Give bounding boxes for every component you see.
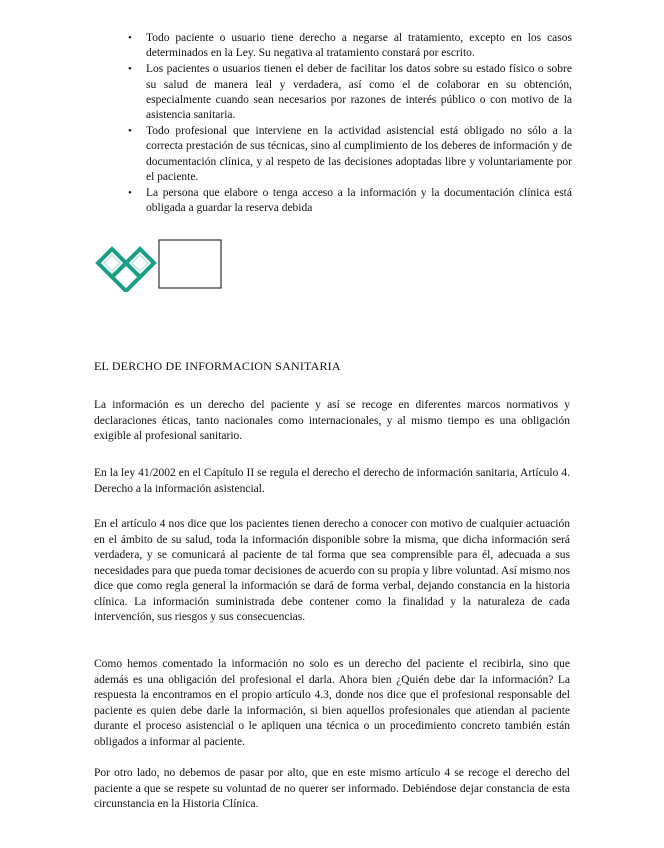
bullet-item — [126, 124, 572, 185]
bullet-icon: • — [128, 125, 132, 138]
bullet-item — [126, 31, 572, 61]
bullet-text: Los pacientes o usuarios tienen el deber de facilitar los datos sobre su estado físico o sobre su salud de manera leal y verdadera, así como el de colaborar en su obtención, especialmente cuando sean necesarios por razones de interés público o con motivo de la asistencia sanitaria. — [146, 63, 572, 122]
rights-bullet-list — [126, 31, 572, 217]
bullet-text: Todo profesional que interviene en la actividad asistencial está obligado no sólo a la correcta prestación de sus técnicas, sino al cumplimiento de los deberes de información y de documentación clínica, y al respeto de las decisiones adoptadas libre y voluntariamente por el paciente. — [146, 125, 572, 183]
section-heading: EL DERCHO DE INFORMACION SANITARIA — [94, 359, 341, 373]
paragraph: Como hemos comentado la información no solo es un derecho del paciente el recibirla, sino que además es una obligación del profesional el darla. Ahora bien ¿Quién debe dar la información? La respuesta la encontramos en el propio artículo 4.3, donde nos dice que el profesional responsable del paciente es quien debe darle la información, si bien aquellos profesionales que atiendan al paciente durante el proceso asistencial o le apliquen una técnica o un procedimiento concreto también están obligados a informar al paciente. — [94, 658, 570, 748]
paragraph: La información es un derecho del paciente y así se recoge en diferentes marcos normativos y declaraciones éticas, tanto nacionales como internacionales, y al mismo tiempo es una obligación exigible al profesional sanitario. — [94, 399, 570, 442]
bullet-text: Todo paciente o usuario tiene derecho a negarse al tratamiento, excepto en los casos determinados en la Ley. Su negativa al tratamiento constará por escrito. — [146, 32, 572, 60]
bullet-text: La persona que elabore o tenga acceso a la información y la documentación clínica está obligada a guardar la reserva debida — [146, 187, 572, 215]
bullet-item — [126, 186, 572, 216]
diamond-logo-icon — [94, 236, 226, 292]
bullet-icon: • — [128, 187, 132, 200]
bullet-icon: • — [128, 63, 132, 76]
bullet-icon: • — [128, 32, 132, 44]
paragraph: En el artículo 4 nos dice que los pacientes tienen derecho a conocer con motivo de cualquier actuación en el ámbito de su salud, toda la información disponible sobre la misma, que dicha información será verdadera, y se comunicará al paciente de tal forma que sea comprensible para él, adecuada a sus necesidades para que pueda tomar decisiones de acuerdo con su propia y libre voluntad. Así mismo nos dice que como regla general la información se dará de forma verbal, dejando constancia en la historia clínica. La información suministrada debe contener como la finalidad y la naturaleza de cada intervención, sus riesgos y sus consecuencias. — [94, 518, 570, 623]
bullet-item — [126, 62, 572, 123]
paragraph: En la ley 41/2002 en el Capítulo II se regula el derecho el derecho de información sanitaria, Artículo 4. Derecho a la información asistencial. — [94, 467, 570, 495]
paragraph: Por otro lado, no debemos de pasar por alto, que en este mismo artículo 4 se recoge el derecho del paciente a que se respete su voluntad de no querer ser informado. Debiéndose dejar constancia de esta circunstancia en la Historia Clínica. — [94, 767, 570, 810]
